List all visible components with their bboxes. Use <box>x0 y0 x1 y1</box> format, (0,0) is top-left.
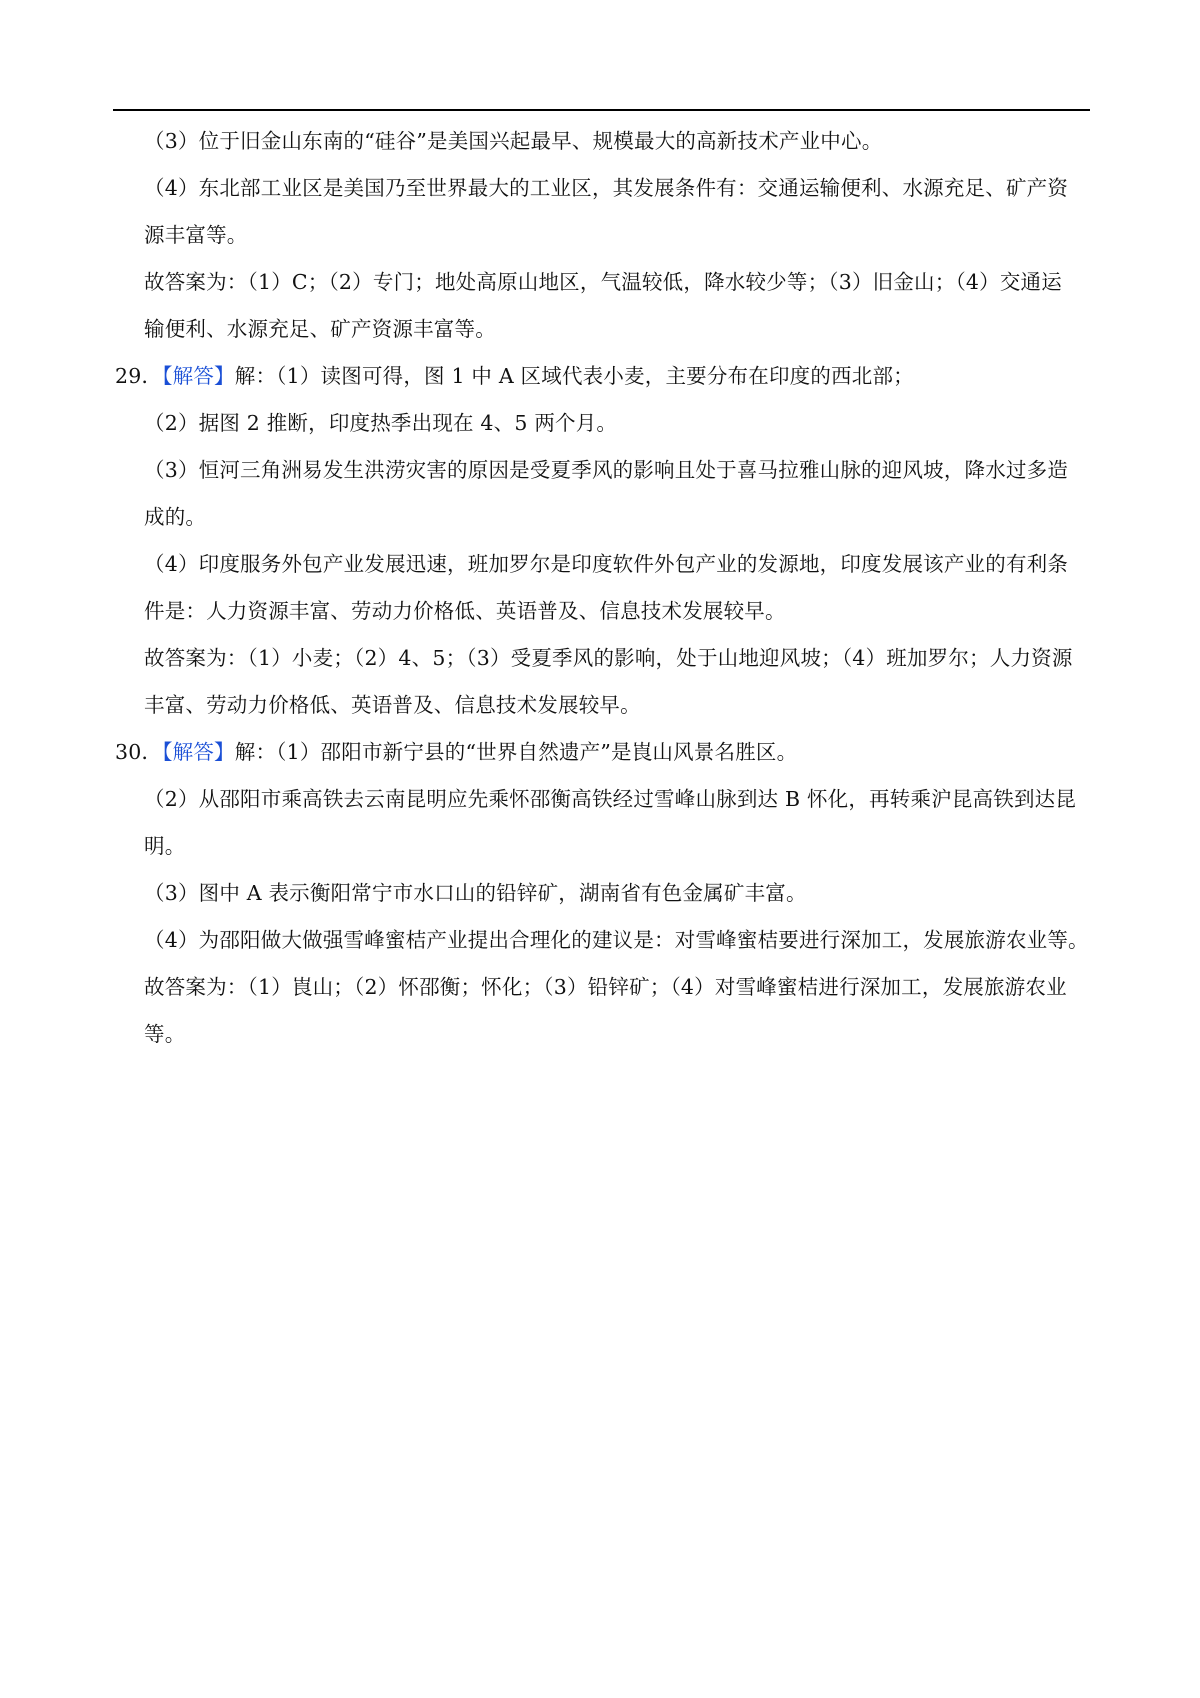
header-rule <box>113 109 1090 111</box>
answer-tag: 【解答】 <box>162 740 235 764</box>
text-line-content: 解：（1）邵阳市新宁县的“世界自然遗产”是崀山风景名胜区。 <box>234 740 798 764</box>
text-line: （2）从邵阳市乘高铁去云南昆明应先乘怀邵衡高铁经过雪峰山脉到达 B 怀化，再转乘沪昆高铁到达昆 <box>144 787 1077 811</box>
text-line: （3）图中 A 表示衡阳常宁市水口山的铅锌矿，湖南省有色金属矿丰富。 <box>144 881 807 905</box>
text-line: （4）为邵阳做大做强雪峰蜜桔产业提出合理化的建议是：对雪峰蜜桔要进行深加工，发展旅游农业等。 <box>144 928 1089 952</box>
text-line: （4）东北部工业区是美国乃至世界最大的工业区，其发展条件有：交通运输便利、水源充足、矿产资 <box>144 176 1069 200</box>
text-line: 源丰富等。 <box>144 223 248 247</box>
text-line: 输便利、水源充足、矿产资源丰富等。 <box>144 317 496 341</box>
answer-text-block <box>113 118 1093 1058</box>
text-line: 明。 <box>144 834 186 858</box>
text-line-content: 解：（1）读图可得，图 1 中 A 区域代表小麦，主要分布在印度的西北部； <box>234 364 914 388</box>
text-line: 故答案为：（1）C；（2）专门；地处高原山地区，气温较低，降水较少等；（3）旧金山；（4）交通运 <box>144 270 1062 294</box>
question-number: 29． <box>115 364 163 388</box>
question-29-line <box>113 353 1093 400</box>
text-line: 件是：人力资源丰富、劳动力价格低、英语普及、信息技术发展较早。 <box>144 599 786 623</box>
text-line: 成的。 <box>144 505 207 529</box>
text-line: 丰富、劳动力价格低、英语普及、信息技术发展较早。 <box>144 693 641 717</box>
text-line: 等。 <box>144 1022 186 1046</box>
text-line: （2）据图 2 推断，印度热季出现在 4、5 两个月。 <box>144 411 618 435</box>
question-number: 30． <box>115 740 163 764</box>
text-line: （3）位于旧金山东南的“硅谷”是美国兴起最早、规模最大的高新技术产业中心。 <box>144 129 883 153</box>
question-30-line <box>113 729 1093 776</box>
text-line: （3）恒河三角洲易发生洪涝灾害的原因是受夏季风的影响且处于喜马拉雅山脉的迎风坡，降水过多造 <box>144 458 1069 482</box>
text-line: 故答案为：（1）崀山；（2）怀邵衡；怀化；（3）铅锌矿；（4）对雪峰蜜桔进行深加工，发展旅游农业 <box>144 975 1067 999</box>
answer-tag: 【解答】 <box>162 364 235 388</box>
text-line: 故答案为：（1）小麦；（2）4、5；（3）受夏季风的影响，处于山地迎风坡；（4）班加罗尔；人力资源 <box>144 646 1073 670</box>
text-line: （4）印度服务外包产业发展迅速，班加罗尔是印度软件外包产业的发源地，印度发展该产业的有利条 <box>144 552 1069 576</box>
